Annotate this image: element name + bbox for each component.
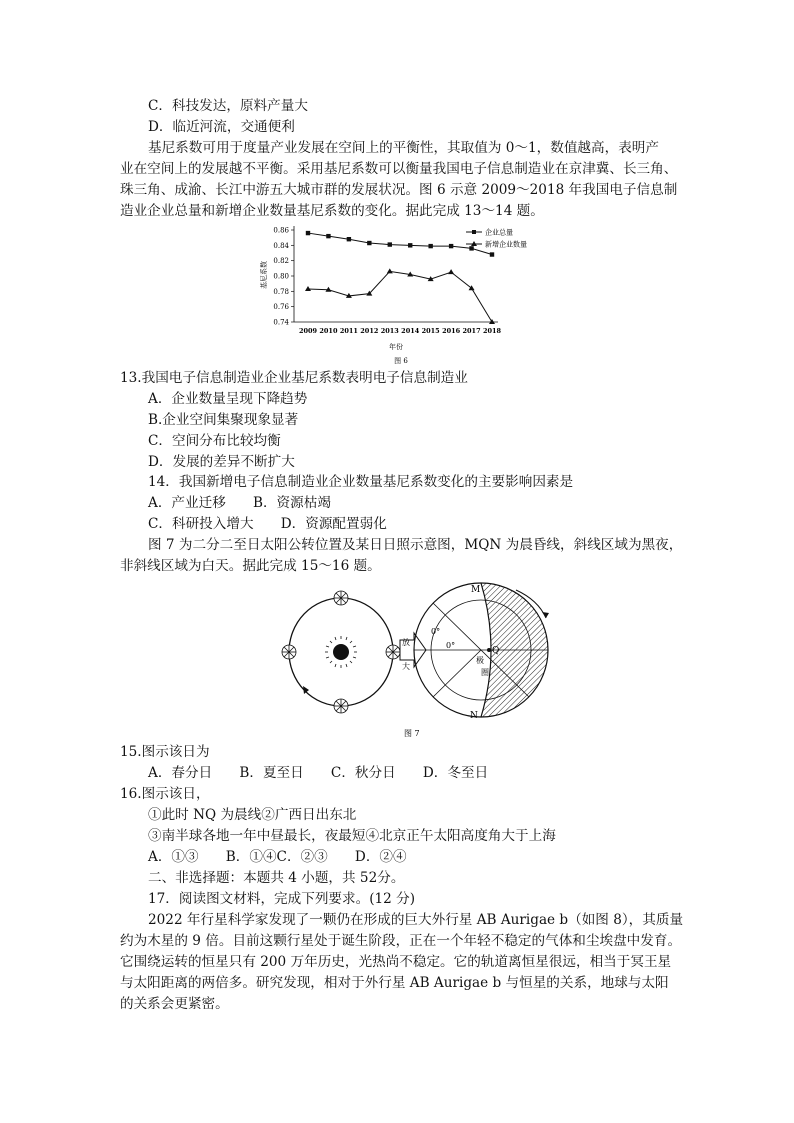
label-0deg-mid: 0° — [446, 641, 456, 650]
diagonal-line — [433, 650, 481, 697]
passage-line: 约为木星的 9 倍。目前这颗行星处于诞生阶段，正在一个年轻不稳定的气体和尘埃盘中发育。 — [120, 933, 682, 949]
data-point-triangle — [448, 269, 454, 274]
passage-line: 2022 年行星科学家发现了一颗仍在形成的巨大外行星 AB Aurigae b（如图 8），其质量 — [148, 912, 684, 928]
passage-line: 它围绕运转的恒星只有 200 万年历史，光热尚不稳定。它的轨道离恒星很远，相当于冥王星 — [120, 954, 672, 970]
y-tick-label: 0.74 — [273, 318, 289, 327]
passage-line: 图 7 为二分二至日太阳公转位置及某日日照示意图，MQN 为晨昏线，斜线区域为黑夜， — [148, 537, 683, 553]
data-point-square — [306, 231, 310, 235]
passage-line: 的关系会更紧密。 — [120, 996, 229, 1012]
earth-position-right-icon — [386, 645, 400, 659]
data-point-square — [347, 237, 351, 241]
label-q: Q — [492, 646, 500, 656]
data-point-triangle — [305, 286, 311, 291]
data-point-square — [408, 243, 412, 247]
figure-caption: 图 7 — [404, 729, 420, 738]
x-tick-label: 2017 — [462, 327, 481, 335]
series-line-1 — [308, 233, 492, 254]
legend-label: 企业总量 — [485, 228, 513, 237]
options-cd-q14: C．科研投入增大 D．资源配置弱化 — [148, 516, 387, 532]
question-15: 15.图示该日为 — [120, 744, 210, 760]
earth-orbit-illumination-diagram — [276, 578, 560, 742]
x-tick-label: 2010 — [319, 327, 338, 335]
series-line-2 — [308, 271, 492, 322]
sun-icon — [325, 636, 357, 668]
statements-q16: ①此时 NQ 为晨线②广西日出东北 — [148, 807, 357, 823]
data-point-square — [449, 244, 453, 248]
question-13: 13.我国电子信息制造业企业基尼系数表明电子信息制造业 — [120, 370, 468, 386]
passage-line: 非斜线区域为白天。据此完成 15～16 题。 — [120, 558, 381, 574]
rotation-arrowhead-icon — [542, 612, 549, 618]
polar-circle-label: 极 — [476, 656, 484, 665]
enlarge-label: 放 — [402, 638, 410, 647]
question-17: 17．阅读图文材料，完成下列要求。(12 分) — [148, 891, 416, 907]
data-point-square — [490, 252, 494, 256]
enlarge-label: 大 — [402, 662, 410, 671]
option-b-q13: B.企业空间集聚现象显著 — [148, 412, 299, 428]
y-tick-label: 0.80 — [273, 272, 289, 281]
y-tick-label: 0.82 — [273, 257, 289, 266]
y-axis-label: 基尼系数 — [260, 261, 268, 289]
passage-line: 珠三角、成渝、长江中游五大城市群的发展状况。图 6 示意 2009～2018 年我国电子信息制 — [120, 182, 678, 198]
y-tick-label: 0.86 — [273, 226, 289, 235]
statements-q16: ③南半球各地一年中昼最长，夜最短④北京正午太阳高度角大于上海 — [148, 828, 556, 844]
data-point-square — [367, 241, 371, 245]
option-a-q13: A．企业数量呈现下降趋势 — [148, 391, 308, 407]
x-tick-label: 2012 — [360, 327, 379, 335]
label-0deg-top: 0° — [431, 627, 441, 636]
data-point-square — [388, 242, 392, 246]
options-q16: A．①③ B．①④C．②③ D．②④ — [148, 849, 407, 865]
legend-marker-square — [472, 230, 476, 234]
x-tick-label: 2014 — [401, 327, 420, 335]
options-q15: A．春分日 B．夏至日 C．秋分日 D．冬至日 — [148, 765, 489, 781]
legend-label: 新增企业数量 — [485, 240, 527, 249]
x-tick-label: 2016 — [442, 327, 461, 335]
x-tick-label: 2013 — [380, 327, 399, 335]
x-tick-label: 2018 — [482, 327, 502, 335]
polar-circle-label: 圈 — [481, 668, 489, 677]
y-tick-label: 0.78 — [273, 287, 289, 296]
data-point-square — [469, 246, 473, 250]
passage-line: 基尼系数可用于度量产业发展在空间上的平衡性，其取值为 0～1，数值越高，表明产 — [148, 140, 659, 156]
option-c-q13: C．空间分布比较均衡 — [148, 433, 281, 449]
earth-position-left-icon — [282, 645, 296, 659]
figure-caption: 图 6 — [394, 357, 408, 365]
x-tick-label: 2009 — [298, 327, 318, 335]
gini-line-chart — [258, 222, 548, 370]
section-heading: 二、非选择题：本题共 4 小题，共 52分。 — [148, 870, 405, 886]
data-point-triangle — [489, 319, 495, 324]
x-tick-label: 2011 — [339, 327, 358, 335]
data-point-triangle — [387, 268, 393, 273]
pole-point — [487, 648, 491, 652]
option-c-q12: C．科技发达，原料产量大 — [148, 98, 308, 114]
options-ab-q14: A．产业迁移 B．资源枯竭 — [148, 495, 331, 511]
label-n: N — [470, 711, 478, 721]
x-tick-label: 2015 — [421, 327, 440, 335]
label-m: M — [471, 585, 481, 595]
question-16: 16.图示该日， — [120, 786, 210, 802]
passage-line: 业在空间上的发展越不平衡。采用基尼系数可以衡量我国电子信息制造业在京津冀、长三角、 — [120, 161, 678, 177]
data-point-square — [428, 244, 432, 248]
x-axis-label: 年份 — [389, 343, 403, 351]
earth-position-bottom-icon — [334, 699, 348, 713]
passage-line: 造业企业总量和新增企业数量基尼系数的变化。据此完成 13～14 题。 — [120, 203, 544, 219]
y-tick-label: 0.76 — [273, 303, 289, 312]
question-14: 14．我国新增电子信息制造业企业数量基尼系数变化的主要影响因素是 — [148, 474, 574, 490]
passage-line: 与太阳距离的两倍多。研究发现，相对于外行星 AB Aurigae b 与恒星的关系，地球与太阳 — [120, 975, 669, 991]
option-d-q13: D．发展的差异不断扩大 — [148, 454, 295, 470]
option-d-q12: D．临近河流，交通便利 — [148, 119, 295, 135]
y-tick-label: 0.84 — [273, 241, 289, 250]
earth-position-top-icon — [334, 591, 348, 605]
data-point-square — [326, 234, 330, 238]
